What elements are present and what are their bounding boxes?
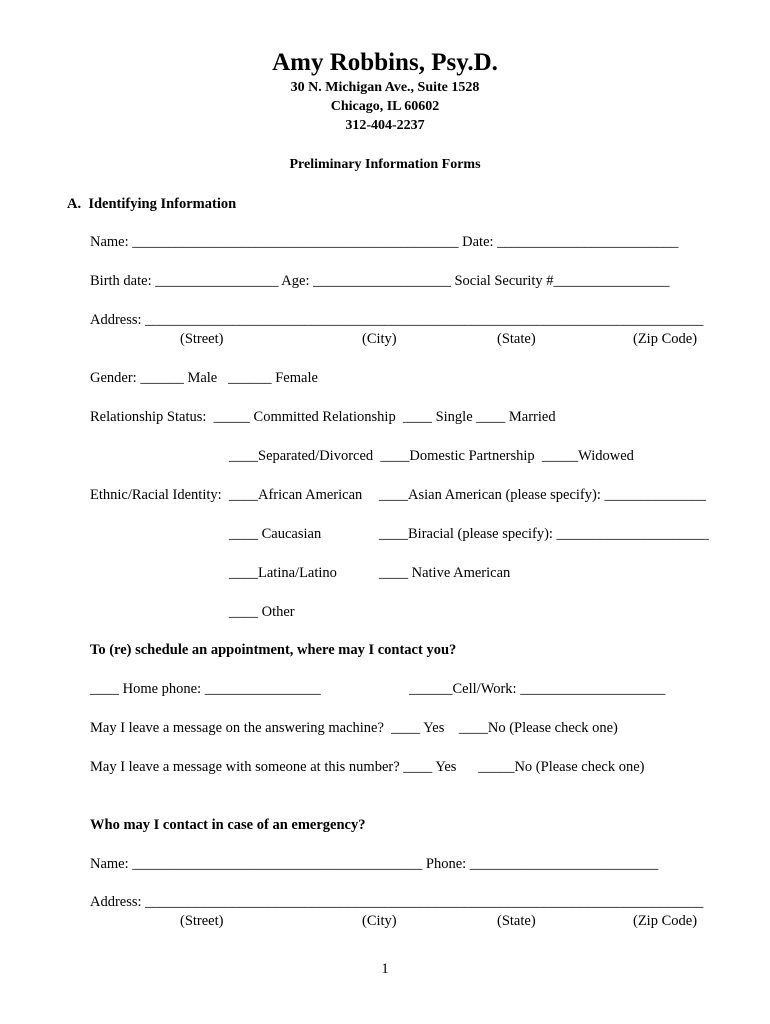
section-a-heading: A. Identifying Information (67, 196, 237, 212)
page-number: 1 (381, 961, 389, 977)
address-line[interactable]: Address: _____________________________________________________________________________ (90, 312, 704, 328)
ethnic-identity-label: Ethnic/Racial Identity: (90, 487, 222, 503)
cell-work-line[interactable]: ______Cell/Work: ____________________ (409, 681, 666, 697)
ethnic-option-caucasian[interactable]: ____ Caucasian (229, 526, 322, 542)
address-caption-zip: (Zip Code) (633, 331, 698, 347)
answering-machine-question[interactable]: May I leave a message on the answering machine? ____ Yes ____No (Please check one) (90, 720, 618, 736)
ethnic-option-biracial[interactable]: ____Biracial (please specify): _____________________ (379, 526, 709, 542)
ethnic-option-other[interactable]: ____ Other (229, 604, 295, 620)
relationship-status-line-2[interactable]: ____Separated/Divorced ____Domestic Partnership _____Widowed (229, 448, 634, 464)
address-caption-city: (City) (362, 331, 397, 347)
doctor-name: Amy Robbins, Psy.D. (272, 49, 498, 76)
ethnic-option-african-american[interactable]: ____African American (229, 487, 363, 503)
contact-question: To (re) schedule an appointment, where may I contact you? (90, 642, 457, 658)
message-person-question[interactable]: May I leave a message with someone at this number? ____ Yes _____No (Please check one) (90, 759, 645, 775)
birth-age-ssn-line[interactable]: Birth date: _________________ Age: ___________________ Social Security #________________ (90, 273, 670, 289)
ethnic-option-latina-latino[interactable]: ____Latina/Latino (229, 565, 337, 581)
emergency-address-caption-street: (Street) (180, 913, 224, 929)
gender-line[interactable]: Gender: ______ Male ______ Female (90, 370, 318, 386)
office-street: 30 N. Michigan Ave., Suite 1528 (290, 80, 480, 95)
emergency-address-caption-city: (City) (362, 913, 397, 929)
form-title: Preliminary Information Forms (289, 157, 481, 172)
emergency-address-line[interactable]: Address: _____________________________________________________________________________ (90, 894, 704, 910)
emergency-address-caption-state: (State) (497, 913, 536, 929)
emergency-name-phone-line[interactable]: Name: ________________________________________ Phone: __________________________ (90, 856, 659, 872)
home-phone-line[interactable]: ____ Home phone: ________________ (90, 681, 321, 697)
office-city: Chicago, IL 60602 (330, 99, 440, 114)
ethnic-option-native-american[interactable]: ____ Native American (379, 565, 511, 581)
ethnic-option-asian-american[interactable]: ____Asian American (please specify): ______________ (379, 487, 706, 503)
address-caption-street: (Street) (180, 331, 224, 347)
name-date-line[interactable]: Name: _____________________________________________ Date: _________________________ (90, 234, 679, 250)
address-caption-state: (State) (497, 331, 536, 347)
emergency-question: Who may I contact in case of an emergency? (90, 817, 366, 833)
relationship-status-line-1[interactable]: Relationship Status: _____ Committed Relationship ____ Single ____ Married (90, 409, 556, 425)
office-phone: 312-404-2237 (345, 118, 425, 133)
emergency-address-caption-zip: (Zip Code) (633, 913, 698, 929)
